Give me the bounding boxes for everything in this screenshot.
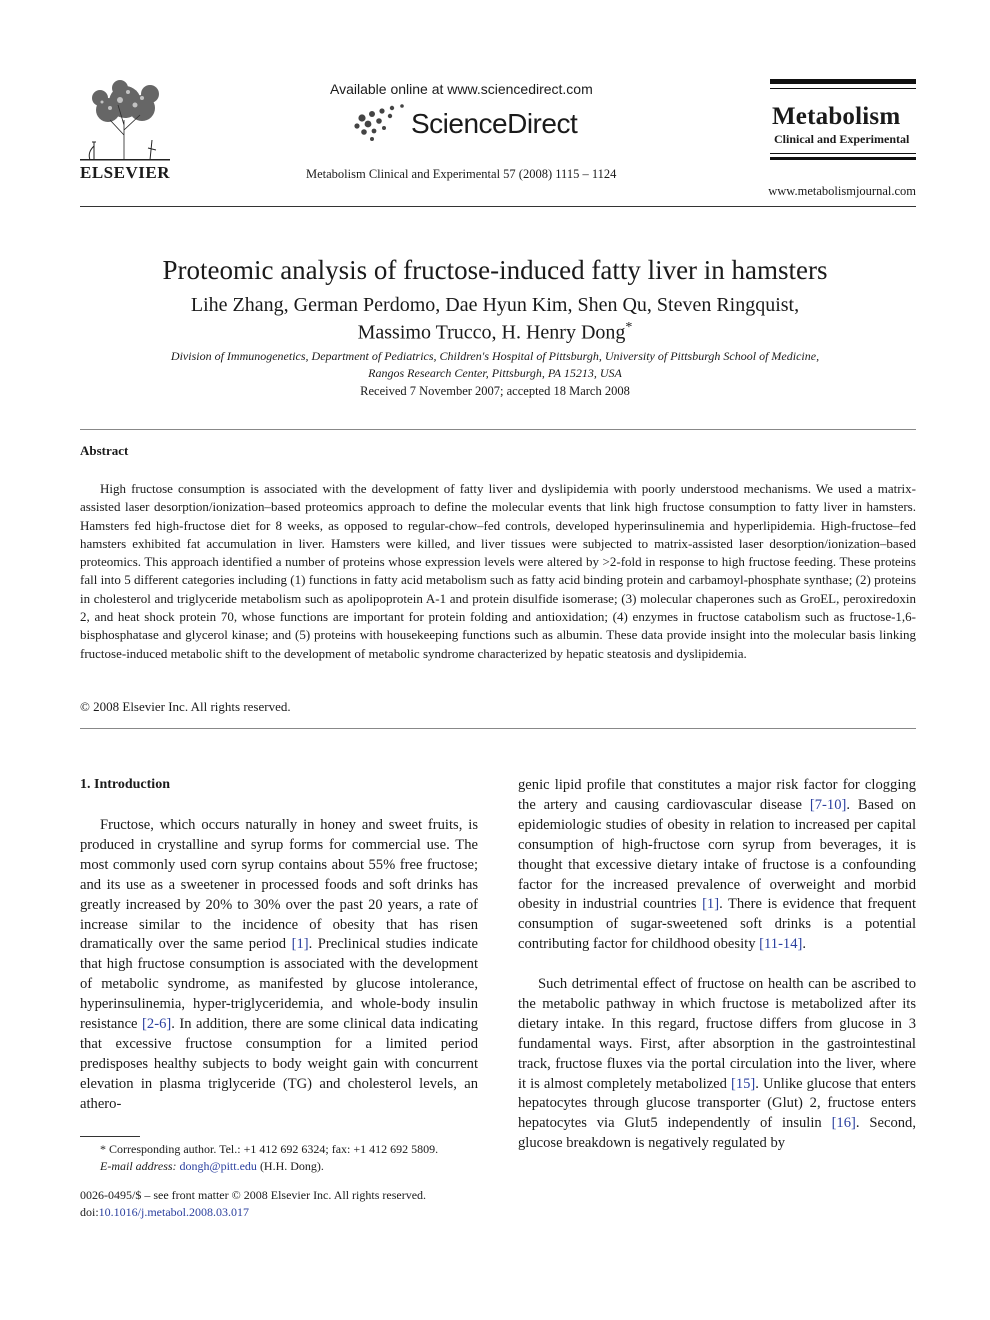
intro-text: . Preclinical studies indicate that high fructose consumption is associated with the development of metabolic syndrome, as manifested by glucose intolerance, hyperinsulinemia, hyper-triglyceridemia, and whole-body insulin resistance (80, 936, 478, 1033)
received-dates: Received 7 November 2007; accepted 18 March 2008 (360, 384, 630, 398)
journal-citation: Metabolism Clinical and Experimental 57 (2008) 1115 – 1124 (306, 167, 617, 181)
affiliation-line2: Rangos Research Center, Pittsburgh, PA 15213, USA (368, 366, 622, 380)
corresponding-author-note: * Corresponding author. Tel.: +1 412 692 6324; fax: +1 412 692 5809. (100, 1142, 439, 1156)
abstract-copyright: © 2008 Elsevier Inc. All rights reserved. (80, 699, 291, 714)
email-owner: (H.H. Dong). (256, 1159, 324, 1173)
intro-text: . Second, glucose breakdown is negatively regulated by (518, 1115, 916, 1152)
abstract-top-rule (80, 429, 916, 430)
intro-paragraph-1-right (518, 776, 916, 955)
header-divider (80, 206, 916, 207)
email-link[interactable]: dongh@pitt.edu (179, 1159, 257, 1173)
intro-text: . There is evidence that frequent consumption of sugar-sweetened soft drinks is a potential contributing factor for childhood obesity (518, 896, 916, 953)
intro-paragraph-1-left (80, 816, 478, 1115)
corresponding-author-mark[interactable]: * (625, 320, 633, 335)
email-footnote (100, 1159, 324, 1174)
section-heading-introduction: 1. Introduction (80, 777, 170, 792)
elsevier-tree-logo (80, 80, 170, 162)
intro-text: Such detrimental effect of fructose on health can be ascribed to the metabolic pathway in which fructose is metabolized after its dietary intake. In this regard, fructose differs from glucose in 3 fundamental ways. First, after absorption in the gastrointestinal track, fructose fluxes via the portal circulation into the liver, where it is almost completely metabolized (518, 976, 916, 1092)
sciencedirect-wordmark: ScienceDirect (411, 108, 578, 139)
citation-link[interactable]: [11-14] (759, 936, 803, 953)
intro-text: . Unlike glucose that enters hepatocytes through glucose transporter (Glut) 2, fructose enters hepatocytes via Glut5 independently of insulin (518, 1075, 916, 1132)
intro-text: . In addition, there are some clinical data indicating that excessive fructose consumption for a limited period predisposes healthy subjects to body weight gain with concurrent elevation in plasma triglyceride (TG) and cholesterol levels, an athero- (80, 1016, 478, 1112)
issn-line: 0026-0495/$ – see front matter © 2008 Elsevier Inc. All rights reserved. (80, 1188, 427, 1202)
email-label: E-mail address: (100, 1159, 177, 1173)
intro-text: . (802, 936, 807, 953)
author-list-line2-text: Massimo Trucco, H. Henry Dong (357, 321, 626, 344)
journal-url[interactable]: www.metabolismjournal.com (768, 184, 916, 198)
available-online-text: Available online at www.sciencedirect.com (330, 81, 593, 97)
journal-name: Metabolism (772, 103, 901, 130)
abstract-text: High fructose consumption is associated with the development of fatty liver and dyslipidemia with poorly understood mechanisms. We used a matrix-assisted laser desorption/ionization–based proteomics approach to define the molecular events that link high fructose consumption to fatty liver in hamsters. Hamsters fed high-fructose diet for 8 weeks, as opposed to regular-chow–fed controls, developed hyperinsulinemia and hyperlipidemia. High-fructose–fed hamsters exhibited fat accumulation in liver. Hamsters were killed, and liver tissues were subjected to matrix-assisted laser desorption/ionization–based proteomics. This approach identified a number of proteins whose expression levels were altered by >2-fold in response to high fructose feeding. These proteins fall into 5 different categories including (1) functions in fatty acid metabolism such as fatty acid binding protein and carbamoyl-phosphate synthase; (2) proteins in cholesterol and triglyceride metabolism such as apolipoprotein A-1 and protein disulfide isomerase; (3) molecular chaperones such as GroEL, peroxiredoxin 2, and heat shock protein 70, whose functions are important for protein folding and antioxidation; (4) enzymes in fructose catabolism such as fructose-1,6-bisphosphatase and glycerol kinase; and (5) proteins with housekeeping functions such as albumin. These data provide insight into the molecular basis linking fructose-induced metabolic shift to the development of metabolic syndrome characterized by hepatic steatosis and dyslipidemia. (80, 481, 916, 661)
journal-masthead-rule-thin (770, 88, 916, 89)
journal-masthead-rule-thin-bottom (770, 153, 916, 154)
author-list-line1: Lihe Zhang, German Perdomo, Dae Hyun Kim, Shen Qu, Steven Ringquist, (190, 294, 800, 316)
journal-masthead-rule-bottom (770, 157, 916, 160)
author-list-line2 (0, 320, 990, 345)
journal-masthead-rule (770, 79, 916, 84)
doi-link[interactable]: 10.1016/j.metabol.2008.03.017 (98, 1205, 249, 1219)
publisher-name: ELSEVIER (80, 163, 170, 182)
citation-link[interactable]: [1] (291, 936, 309, 953)
abstract-heading: Abstract (80, 443, 129, 458)
doi-line (80, 1205, 249, 1220)
intro-text: genic lipid profile that constitutes a major risk factor for clogging the artery and causing cardiovascular disease (518, 777, 916, 813)
journal-subtitle: Clinical and Experimental (774, 132, 910, 146)
abstract-bottom-rule (80, 728, 916, 729)
affiliation-line1: Division of Immunogenetics, Department of Pediatrics, Children's Hospital of Pittsburgh, University of Pittsburgh School of Medicine, (170, 349, 820, 363)
citation-link[interactable]: [15] (730, 1075, 756, 1092)
citation-link[interactable]: [16] (831, 1115, 856, 1132)
intro-paragraph-2 (518, 975, 916, 1154)
intro-text: . Based on epidemiologic studies of obesity in relation to increased per capital consumption of high-fructose corn syrup from beverages, it is thought that excessive dietary intake of fructose is a confounding factor for the increased prevalence of overweight and morbid obesity in industrial countries (518, 796, 916, 913)
intro-text: Fructose, which occurs naturally in honey and sweet fruits, is produced in crystalline and syrup forms for commercial use. The most commonly used corn syrup contains about 55% free fructose; and its use as a sweetener in processed foods and soft drinks has greatly increased by 20% to 30% over the past 20 years, a rate of increase similar to the incidence of obesity that has risen dramatically over the same period (80, 817, 478, 953)
citation-link[interactable]: [7-10] (809, 796, 847, 813)
citation-link[interactable]: [1] (702, 896, 720, 913)
citation-link[interactable]: [2-6] (142, 1016, 172, 1033)
article-title: Proteomic analysis of fructose-induced fatty liver in hamsters (162, 255, 828, 285)
doi-label: doi: (80, 1205, 99, 1219)
footnote-rule (80, 1136, 140, 1137)
